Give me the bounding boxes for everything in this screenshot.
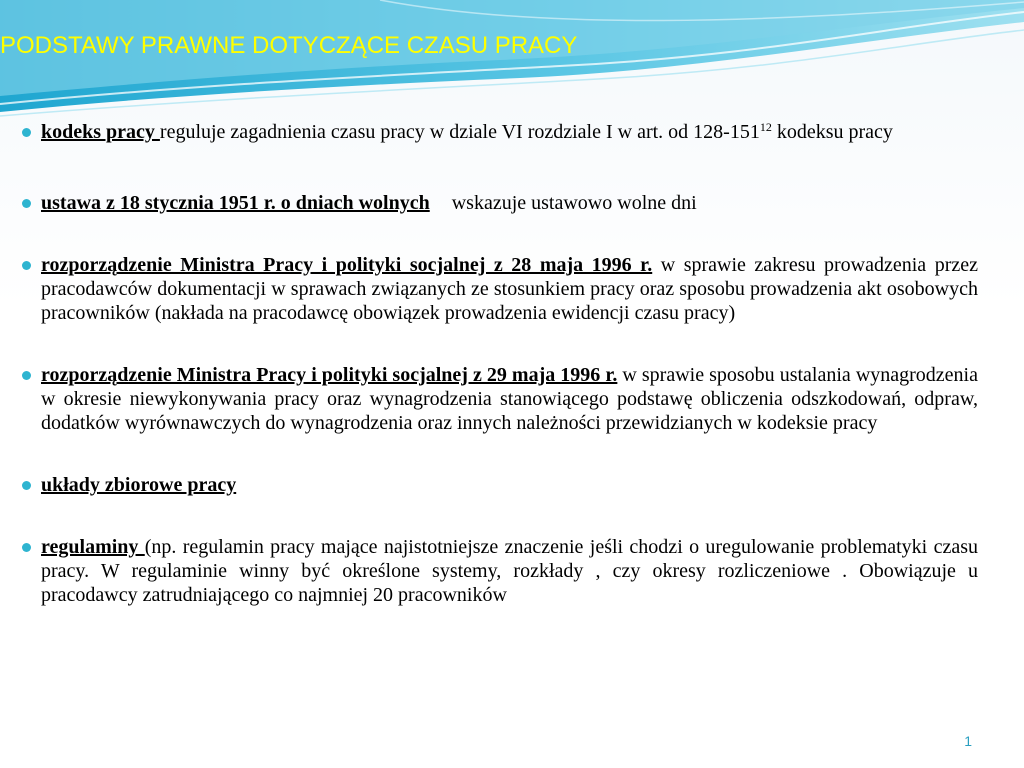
item-lead-label: kodeks pracy bbox=[41, 121, 160, 143]
item-text: reguluje zagadnienia czasu pracy w dziale VI rozdziale I w art. od 128-151 bbox=[159, 121, 760, 143]
bullet-dot-icon bbox=[22, 199, 31, 208]
item-text: (np. regulamin pracy mające najistotniejsze znaczenie jeśli chodzi o uregulowanie problematyki czasu pracy. W regulaminie winny być określone systemy, rozkłady , czy okresy rozliczeniowe . Obowiązuje u pracodawcy zatrudniającego co najmniej 20 pracowników bbox=[41, 536, 978, 606]
item-lead-label: rozporządzenie Ministra Pracy i polityki socjalnej z 29 maja 1996 r. bbox=[41, 364, 618, 386]
page-number: 1 bbox=[964, 733, 972, 749]
header-wave-decoration bbox=[0, 0, 1024, 120]
list-item bbox=[22, 191, 978, 215]
bullet-dot-icon bbox=[22, 481, 31, 490]
item-text: w sprawie zakresu prowadzenia przez pracodawców dokumentacji w sprawach związanych ze stosunkiem pracy oraz sposobu prowadzenia akt osobowych pracowników (nakłada na pracodawcę obowiązek prowadzenia ewidencji czasu pracy) bbox=[41, 254, 978, 324]
item-lead-label: układy zbiorowe pracy bbox=[41, 474, 237, 496]
bullet-dot-icon bbox=[22, 371, 31, 380]
item-text: wskazuje ustawowo wolne dni bbox=[451, 192, 697, 214]
list-item bbox=[22, 363, 978, 435]
list-item bbox=[22, 473, 978, 497]
list-item bbox=[22, 120, 978, 144]
list-item bbox=[22, 253, 978, 325]
item-text: w sprawie sposobu ustalania wynagrodzenia w okresie niewykonywania pracy oraz wynagrodzenia stanowiącego podstawę obliczenia odszkodowań, odpraw, dodatków wyrównawczych do wynagrodzenia oraz innych należności przewidzianych w kodeksie pracy bbox=[41, 364, 978, 434]
item-text-suffix: kodeksu pracy bbox=[771, 121, 893, 143]
item-lead-label: rozporządzenie Ministra Pracy i polityki socjalnej z 28 maja 1996 r. bbox=[41, 254, 653, 276]
bullet-dot-icon bbox=[22, 543, 31, 552]
item-lead-label: ustawa z 18 stycznia 1951 r. o dniach wolnych bbox=[41, 192, 430, 214]
bullet-list bbox=[22, 120, 978, 607]
slide-title: PODSTAWY PRAWNE DOTYCZĄCE CZASU PRACY bbox=[0, 32, 578, 59]
list-item bbox=[22, 535, 978, 607]
bullet-dot-icon bbox=[22, 261, 31, 270]
item-superscript: 12 bbox=[759, 120, 772, 134]
item-lead-label: regulaminy bbox=[41, 536, 145, 558]
bullet-dot-icon bbox=[22, 128, 31, 137]
